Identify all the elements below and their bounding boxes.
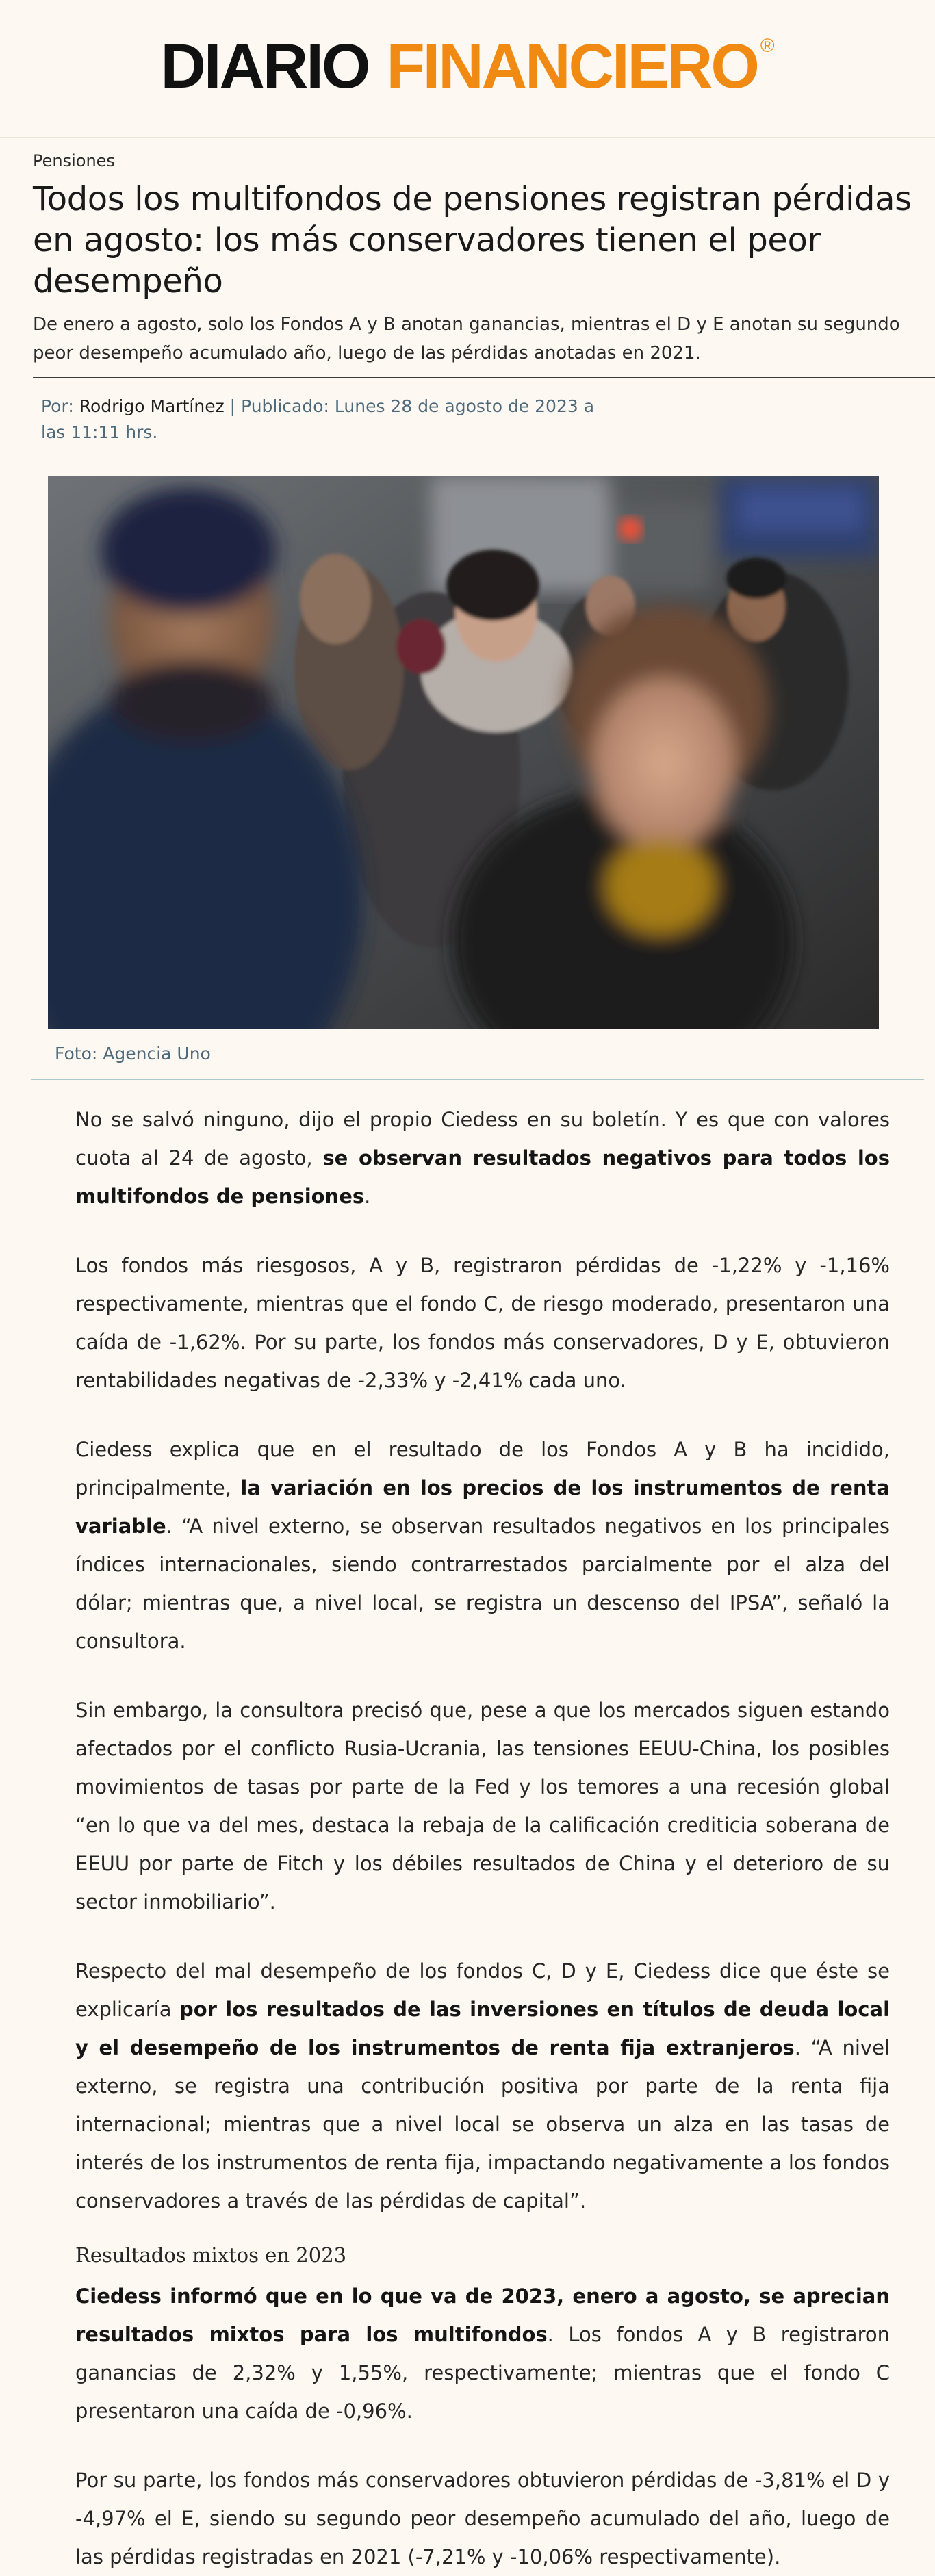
- section-link[interactable]: Pensiones: [33, 151, 115, 170]
- article-header: [0, 138, 935, 378]
- registered-mark: ®: [760, 35, 775, 56]
- paragraph: Ciedess explica que en el resultado de los Fondos A y B ha incidido, principalmente, la variación en los precios de los instrumentos de renta variable. “A nivel externo, se observan resultados negativos en los principales índices internacionales, siendo contrarrestados parcialmente por el alza del dólar; mientras que, a nivel local, se registra un descenso del IPSA”, señaló la consultora.: [75, 1438, 890, 1653]
- article-photo-container: [0, 446, 935, 1029]
- article-photo: [48, 476, 879, 1029]
- site-header: [0, 0, 935, 138]
- byline: [0, 378, 616, 446]
- article: [0, 138, 935, 2576]
- paragraph: No se salvó ninguno, dijo el propio Ciedess en su boletín. Y es que con valores cuota al 24 de agosto, se observan resultados negativos para todos los multifondos de pensiones.: [75, 1108, 890, 1208]
- logo-word-diario: DIARIO: [160, 31, 369, 101]
- article-title: Todos los multifondos de pensiones registran pérdidas en agosto: los más conservadores tienen el peor desempeño: [33, 180, 912, 300]
- by-label: Por:: [41, 396, 74, 416]
- site-logo[interactable]: [160, 31, 775, 101]
- photo-caption: Foto: Agencia Uno: [55, 1044, 211, 1064]
- byline-separator: |: [229, 396, 236, 416]
- logo-word-financiero: FINANCIERO: [386, 31, 758, 101]
- article-body: [0, 1080, 935, 2576]
- article-lead: De enero a agosto, solo los Fondos A y B anotan ganancias, mientras el D y E anotan su segundo peor desempeño acumulado año, luego de las pérdidas anotadas en 2021.: [33, 314, 900, 363]
- author-link[interactable]: Rodrigo Martínez: [79, 396, 225, 416]
- paragraph: Respecto del mal desempeño de los fondos C, D y E, Ciedess dice que éste se explicaría por los resultados de las inversiones en títulos de deuda local y el desempeño de los instrumentos de renta fija extranjeros. “A nivel externo, se registra una contribución positiva por parte de la renta fija internacional; mientras que a nivel local se observa un alza en las tasas de interés de los instrumentos de renta fija, impactando negativamente a los fondos conservadores a través de las pérdidas de capital”.: [75, 1959, 891, 2213]
- section-subheading: Resultados mixtos en 2023: [75, 2243, 347, 2267]
- publish-date: Publicado: Lunes 28 de agosto de 2023 a las 11:11 hrs.: [41, 396, 595, 442]
- paragraph: Por su parte, los fondos más conservadores obtuvieron pérdidas de -3,81% el D y -4,97% el E, siendo su segundo peor desempeño acumulado del año, luego de las pérdidas registradas en 2021 (-7,21% y -10,06% respectivamente).: [75, 2469, 890, 2568]
- paragraph: Los fondos más riesgosos, A y B, registraron pérdidas de -1,22% y -1,16% respectivamente, mientras que el fondo C, de riesgo moderado, presentaron una caída de -1,62%. Por su parte, los fondos más conservadores, D y E, obtuvieron rentabilidades negativas de -2,33% y -2,41% cada uno.: [75, 1254, 890, 1392]
- paragraph: Sin embargo, la consultora precisó que, pese a que los mercados siguen estando afectados por el conflicto Rusia-Ucrania, las tensiones EEUU-China, los posibles movimientos de tasas por parte de la Fed y los temores a una recesión global “en lo que va del mes, destaca la rebaja de la calificación crediticia soberana de EEUU por parte de Fitch y los débiles resultados de China y el deterioro de su sector inmobiliario”.: [75, 1699, 890, 1914]
- paragraph: Ciedess informó que en lo que va de 2023, enero a agosto, se aprecian resultados mixtos para los multifondos. Los fondos A y B registraron ganancias de 2,32% y 1,55%, respectivamente; mientras que el fondo C presentaron una caída de -0,96%.: [75, 2284, 890, 2423]
